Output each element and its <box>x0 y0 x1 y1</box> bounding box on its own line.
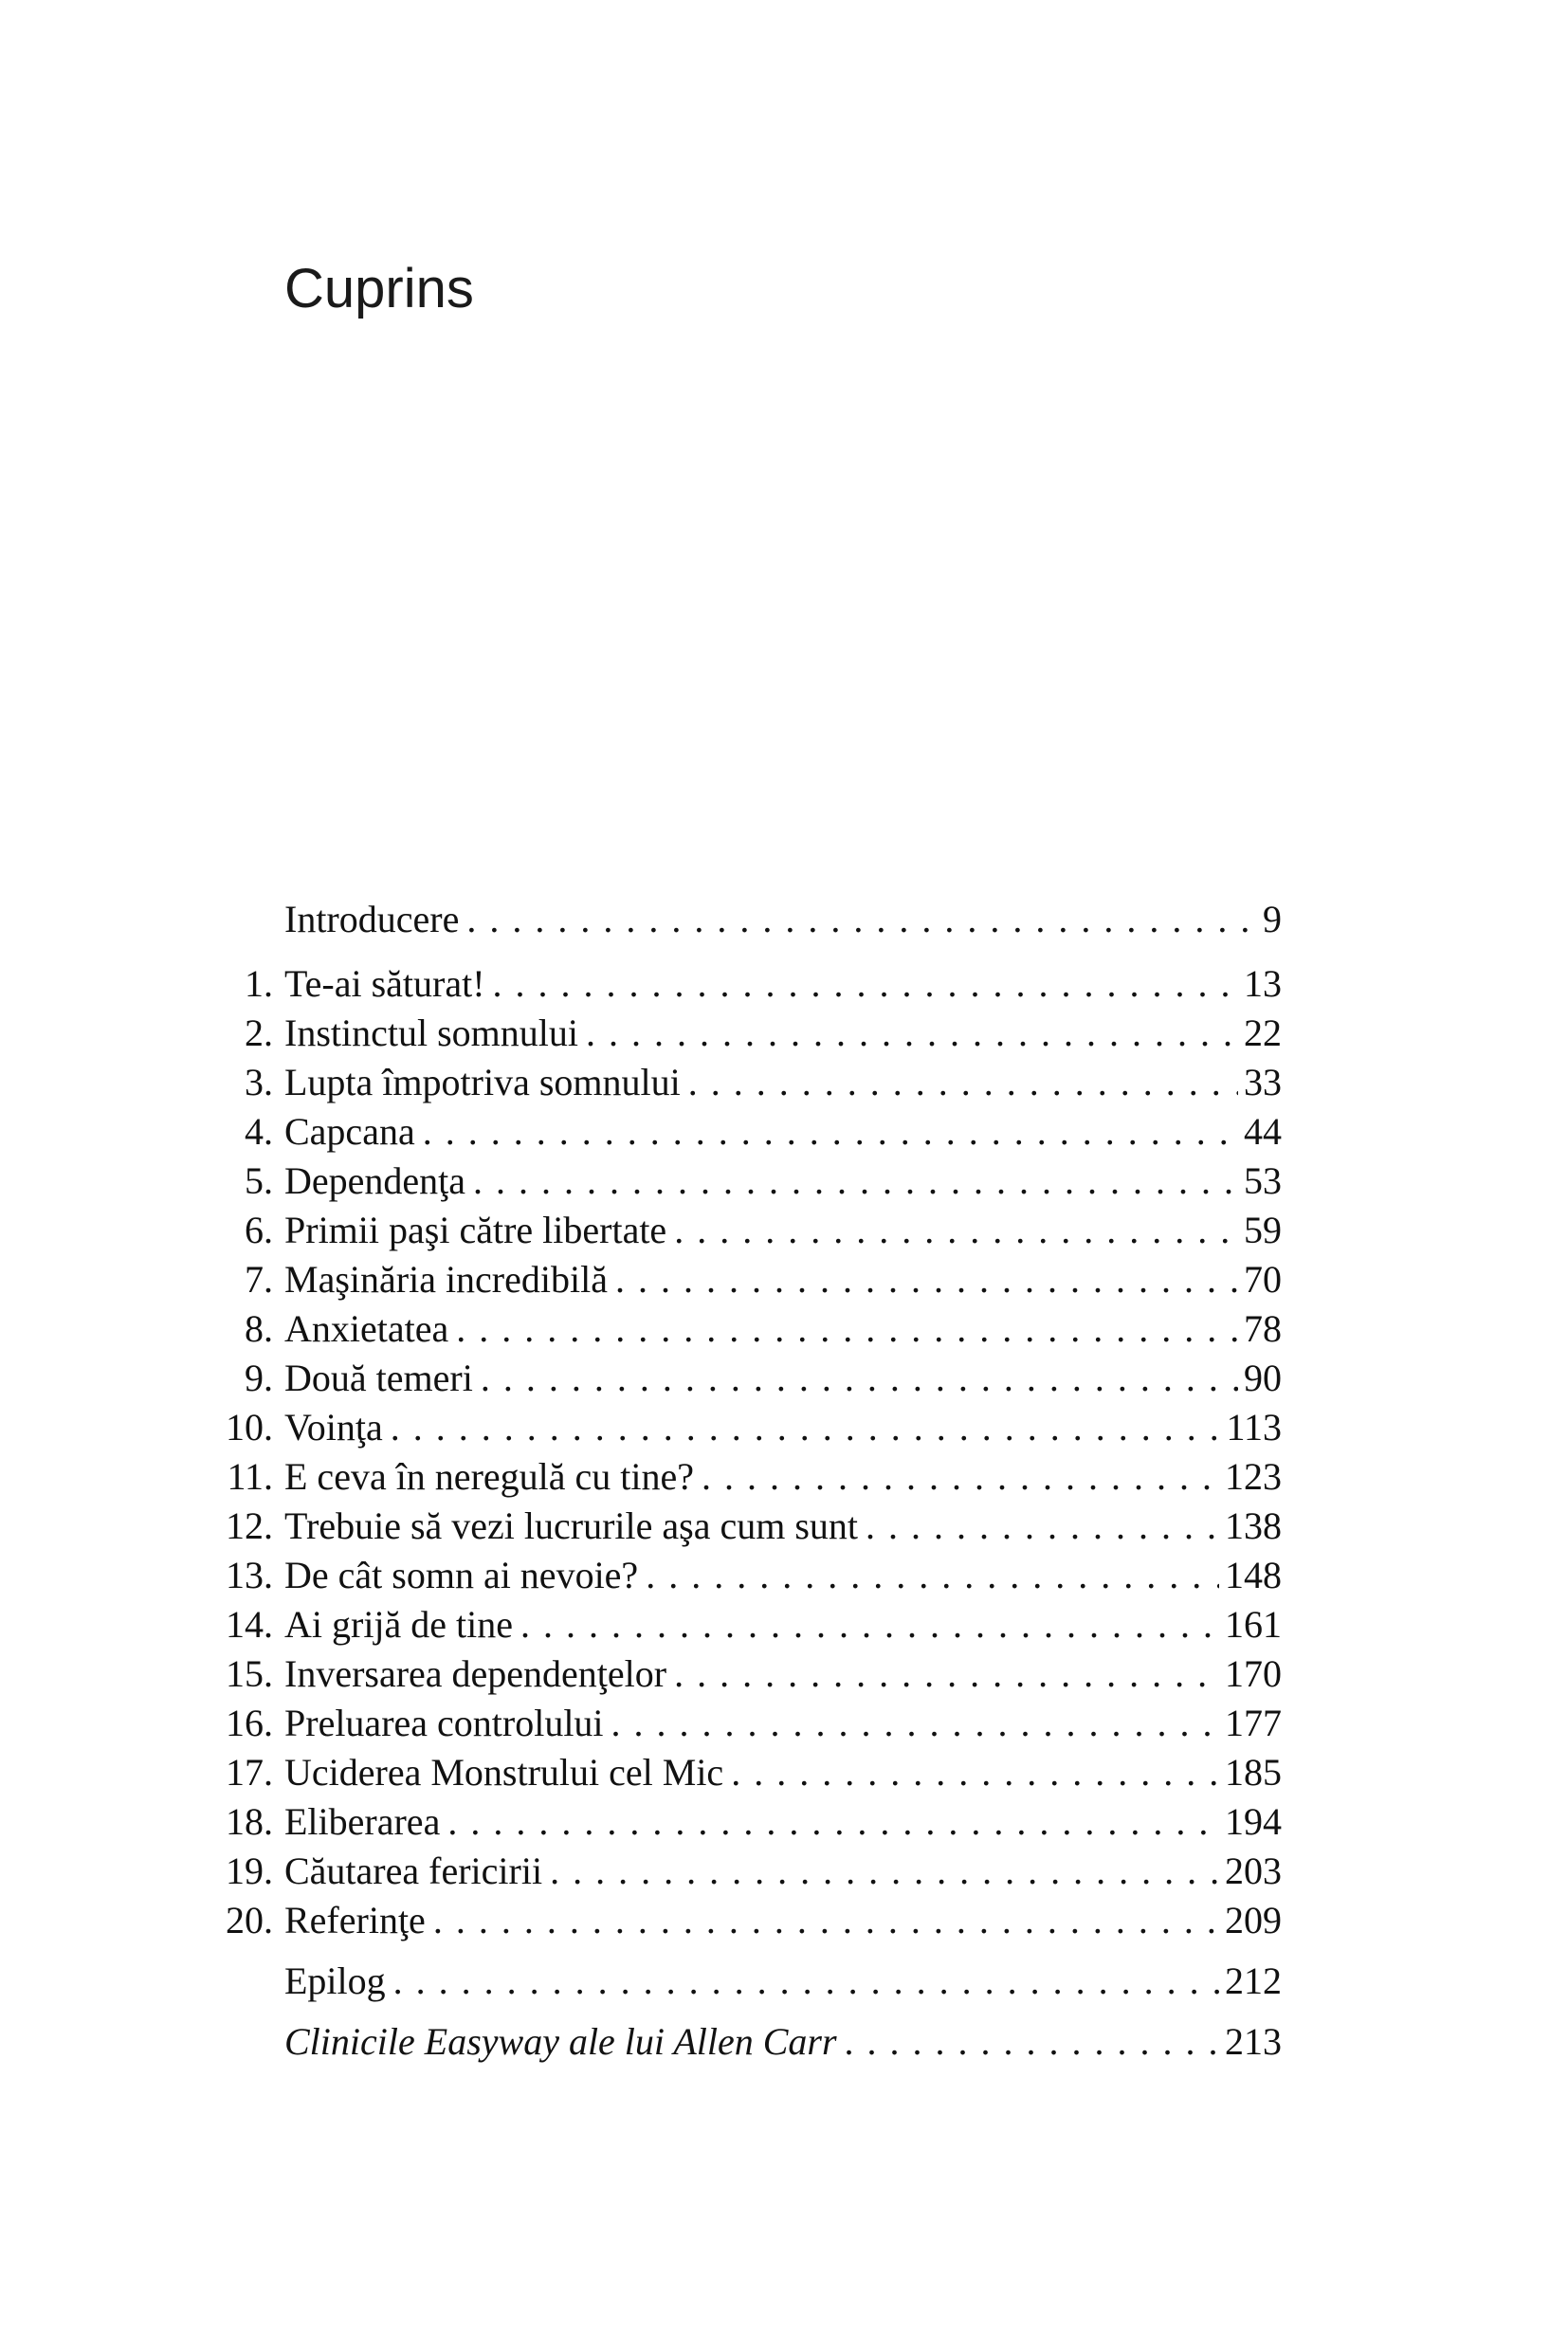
toc-entry-page: 33 <box>1244 1061 1282 1103</box>
toc-entry-page: 194 <box>1225 1800 1282 1843</box>
toc-entry-title: Preluarea controlului <box>284 1702 604 1744</box>
dot-leader <box>604 1699 1219 1748</box>
toc-entry <box>203 959 1282 1009</box>
toc-entry-page: 212 <box>1225 1959 1282 2002</box>
toc-entry-page: 70 <box>1244 1258 1282 1301</box>
toc-entry <box>203 895 1282 944</box>
toc-entry <box>203 1009 1282 1058</box>
toc-entry-title: Dependenţa <box>284 1159 466 1202</box>
toc-entry-title: Epilog <box>284 1959 386 2002</box>
dot-leader <box>666 1649 1219 1699</box>
toc-entry <box>203 1551 1282 1600</box>
dot-leader <box>485 959 1238 1009</box>
toc-entry-page: 90 <box>1244 1357 1282 1399</box>
dot-leader <box>608 1255 1238 1304</box>
toc-entry-number: 17. <box>226 1751 273 1794</box>
toc-entry-page: 9 <box>1263 898 1282 940</box>
toc-entry-number: 6. <box>245 1209 273 1251</box>
dot-leader <box>459 895 1257 944</box>
toc-entry-number: 13. <box>226 1554 273 1596</box>
toc-entry-number: 8. <box>245 1307 273 1350</box>
toc-entry-title: Primii paşi către libertate <box>284 1209 667 1251</box>
toc-entry-title: Capcana <box>284 1110 415 1153</box>
toc-entry <box>203 1847 1282 1896</box>
toc-entry-page: 161 <box>1225 1603 1282 1646</box>
toc-entry-page: 209 <box>1225 1899 1282 1941</box>
toc-entry-title: Lupta împotriva somnului <box>284 1061 681 1103</box>
toc-entry-page: 138 <box>1225 1504 1282 1547</box>
dot-leader <box>440 1797 1219 1847</box>
toc-entry-number: 9. <box>245 1357 273 1399</box>
toc-entry <box>203 1502 1282 1551</box>
dot-leader <box>837 2017 1219 2067</box>
toc-entry-page: 185 <box>1225 1751 1282 1794</box>
toc-entry-page: 13 <box>1244 962 1282 1005</box>
dot-leader <box>426 1896 1219 1945</box>
toc-entry-title: Instinctul somnului <box>284 1011 578 1054</box>
toc-entry <box>203 1157 1282 1206</box>
toc-entry-number: 11. <box>227 1455 273 1498</box>
toc-entry <box>203 1957 1282 2006</box>
toc-entry <box>203 1107 1282 1157</box>
toc-entry-title: Voinţa <box>284 1406 383 1449</box>
toc-entry-number: 3. <box>245 1061 273 1103</box>
toc-entry-title: Te-ai săturat! <box>284 962 485 1005</box>
toc-entry <box>203 1206 1282 1255</box>
toc-entry <box>203 1058 1282 1107</box>
toc-entry-number: 1. <box>245 962 273 1005</box>
toc-entry-page: 170 <box>1225 1652 1282 1695</box>
dot-leader <box>465 1157 1238 1206</box>
toc-entry-title: Căutarea fericirii <box>284 1850 543 1892</box>
toc-entry-number: 7. <box>245 1258 273 1301</box>
toc-entry <box>203 1304 1282 1354</box>
toc-list <box>203 895 1282 2067</box>
toc-entry-title: Introducere <box>284 898 460 940</box>
toc-entry-title: Două temeri <box>284 1357 473 1399</box>
dot-leader <box>513 1600 1219 1649</box>
toc-entry <box>203 1896 1282 1945</box>
dot-leader <box>723 1748 1219 1797</box>
toc-entry-number: 15. <box>226 1652 273 1695</box>
toc-entry-number: 4. <box>245 1110 273 1153</box>
toc-entry-page: 148 <box>1225 1554 1282 1596</box>
toc-entry <box>203 1797 1282 1847</box>
toc-entry-page: 44 <box>1244 1110 1282 1153</box>
dot-leader <box>383 1403 1221 1452</box>
page-title: Cuprins <box>284 258 474 319</box>
toc-entry-title: Eliberarea <box>284 1800 441 1843</box>
dot-leader <box>542 1847 1219 1896</box>
dot-leader <box>578 1009 1238 1058</box>
toc-entry-page: 213 <box>1225 2020 1282 2063</box>
toc-entry-page: 59 <box>1244 1209 1282 1251</box>
dot-leader <box>415 1107 1238 1157</box>
toc-entry-title: E ceva în neregulă cu tine? <box>284 1455 694 1498</box>
toc-entry-number: 12. <box>226 1504 273 1547</box>
dot-leader <box>858 1502 1219 1551</box>
toc-entry <box>203 2017 1282 2067</box>
toc-entry-title: Uciderea Monstrului cel Mic <box>284 1751 724 1794</box>
toc-entry <box>203 1452 1282 1502</box>
toc-entry-page: 177 <box>1225 1702 1282 1744</box>
toc-entry <box>203 1354 1282 1403</box>
toc-entry <box>203 1255 1282 1304</box>
toc-entry-number: 5. <box>245 1159 273 1202</box>
toc-entry-number: 14. <box>226 1603 273 1646</box>
toc-entry-page: 113 <box>1226 1406 1282 1449</box>
toc-entry-title: Anxietatea <box>284 1307 449 1350</box>
toc-entry-title: Referinţe <box>284 1899 426 1941</box>
toc-entry-number: 2. <box>245 1011 273 1054</box>
toc-entry-page: 123 <box>1225 1455 1282 1498</box>
dot-leader <box>473 1354 1238 1403</box>
toc-entry-title: Inversarea dependenţelor <box>284 1652 667 1695</box>
dot-leader <box>386 1957 1219 2006</box>
toc-entry-number: 10. <box>226 1406 273 1449</box>
dot-leader <box>694 1452 1219 1502</box>
dot-leader <box>638 1551 1219 1600</box>
toc-entry-number: 19. <box>226 1850 273 1892</box>
toc-entry-title: Trebuie să vezi lucrurile aşa cum sunt <box>284 1504 859 1547</box>
toc-entry-title: Clinicile Easyway ale lui Allen Carr <box>284 2020 837 2063</box>
toc-entry <box>203 1699 1282 1748</box>
toc-entry-page: 78 <box>1244 1307 1282 1350</box>
toc-entry-title: Maşinăria incredibilă <box>284 1258 608 1301</box>
toc-entry-title: De cât somn ai nevoie? <box>284 1554 639 1596</box>
dot-leader <box>448 1304 1238 1354</box>
toc-entry-title: Ai grijă de tine <box>284 1603 514 1646</box>
toc-entry <box>203 1748 1282 1797</box>
toc-entry-page: 53 <box>1244 1159 1282 1202</box>
dot-leader <box>666 1206 1238 1255</box>
toc-entry-number: 20. <box>226 1899 273 1941</box>
toc-entry-number: 18. <box>226 1800 273 1843</box>
dot-leader <box>681 1058 1238 1107</box>
toc-entry-page: 203 <box>1225 1850 1282 1892</box>
toc-entry <box>203 1600 1282 1649</box>
toc-entry <box>203 1649 1282 1699</box>
toc-entry <box>203 1403 1282 1452</box>
toc-entry-number: 16. <box>226 1702 273 1744</box>
toc-entry-page: 22 <box>1244 1011 1282 1054</box>
